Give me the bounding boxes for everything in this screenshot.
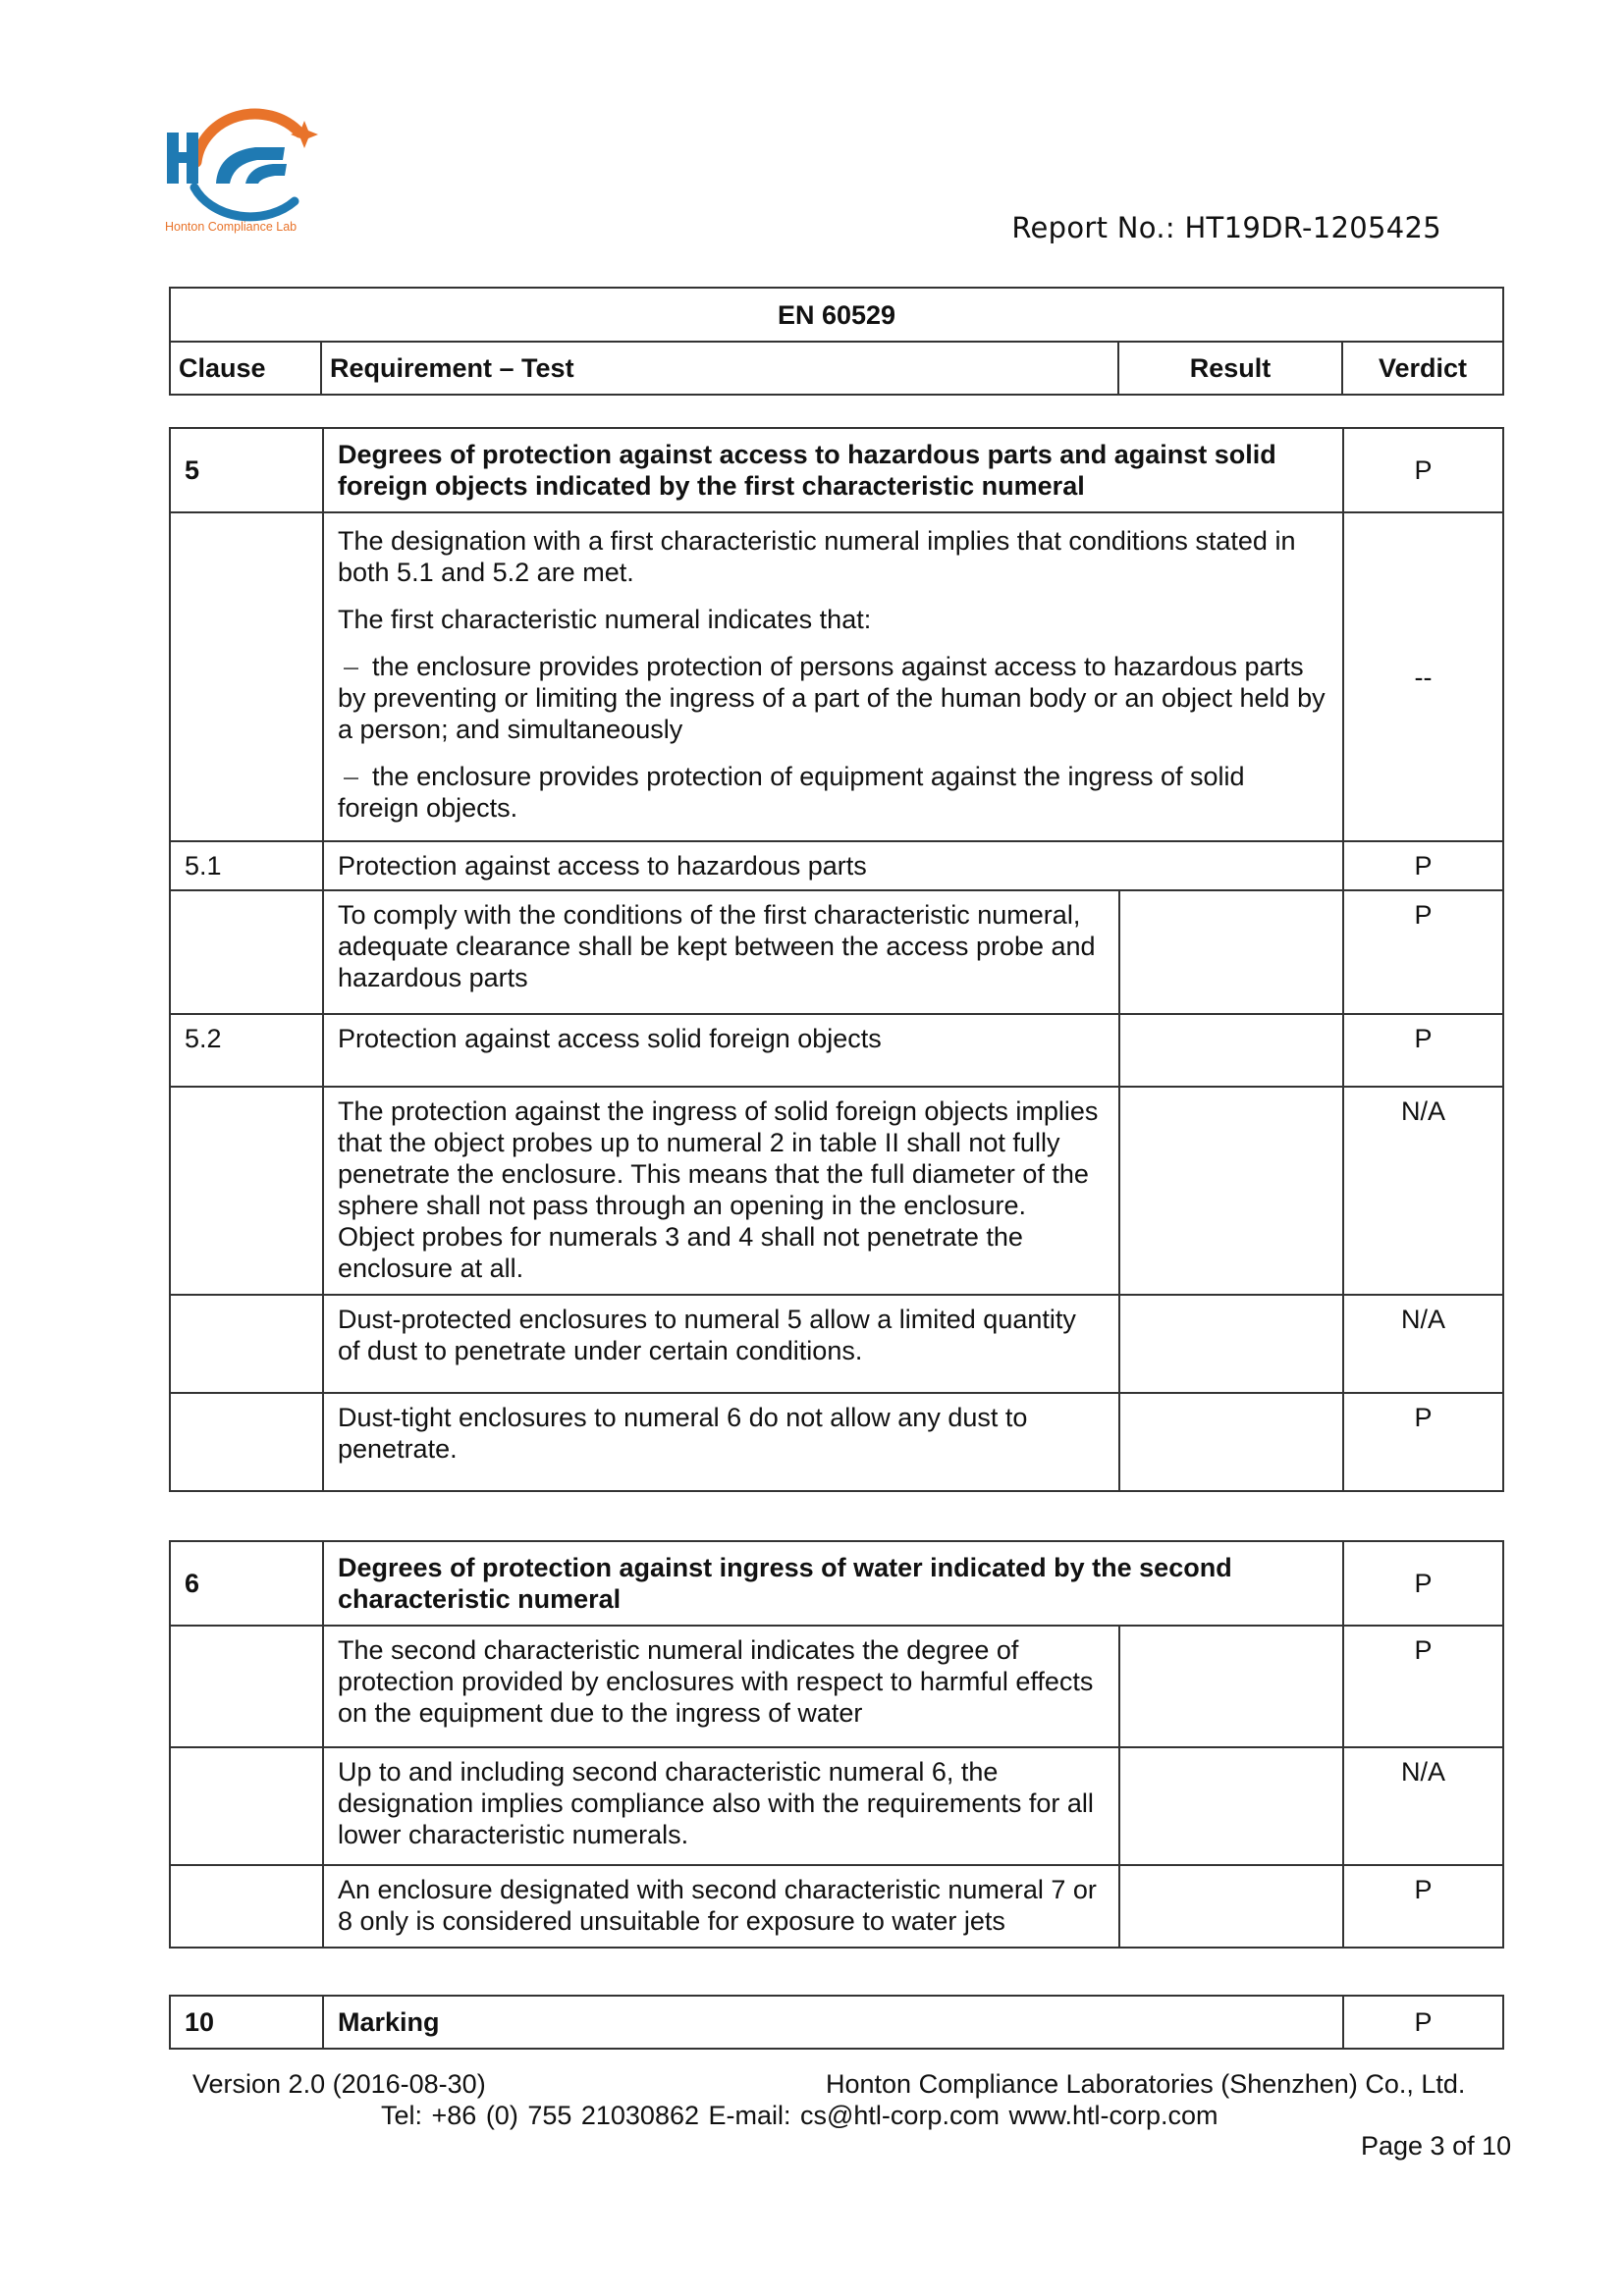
result-cell [1119,1087,1343,1295]
requirement-text: Dust-protected enclosures to numeral 5 allow a limited quantity of dust to penetrate under certain conditions. [323,1295,1119,1393]
verdict: P [1343,1393,1503,1491]
section-6-table [169,1540,1504,1949]
intro-paragraph: The first characteristic numeral indicates that: [338,605,872,634]
table-row [170,1996,1503,2049]
result-cell [1119,1295,1343,1393]
verdict: P [1343,1541,1503,1626]
page-number: Page 3 of 10 [1361,2131,1512,2161]
verdict: N/A [1343,1295,1503,1393]
section-title: Degrees of protection against access to hazardous parts and against solid foreign objects indicated by the first characteristic numeral [323,428,1343,512]
section-10-table [169,1995,1504,2050]
dash-marker: – [344,762,359,791]
column-result: Result [1118,342,1342,395]
table-row [170,1541,1503,1626]
verdict: P [1343,841,1503,890]
table-row [170,1087,1503,1295]
bullet-item: – the enclosure provides protection of persons against access to hazardous parts by preventing or limiting the ingress of a part of the human body or an object held by a person; and simultaneously [338,652,1326,744]
table-row [170,841,1503,890]
requirement-text [323,512,1343,841]
report-table-header [169,287,1504,396]
intro-paragraph: The designation with a first characteristic numeral implies that conditions stated in both 5.1 and 5.2 are met. [338,526,1296,587]
requirement-text: Protection against access to hazardous parts [323,841,1343,890]
clause-number: 10 [170,1996,323,2049]
bullet-item: – the enclosure provides protection of equipment against the ingress of solid foreign objects. [338,762,1245,823]
logo-text: Honton Compliance Lab [165,220,298,234]
table-row [170,1295,1503,1393]
result-cell [1119,1393,1343,1491]
section-5-table [169,427,1504,1492]
table-row [170,512,1503,841]
table-row [170,1865,1503,1948]
table-row [170,1393,1503,1491]
column-requirement: Requirement – Test [321,342,1118,395]
result-cell [1119,1014,1343,1087]
clause-number: 6 [170,1541,323,1626]
verdict: N/A [1343,1747,1503,1865]
verdict: P [1343,428,1503,512]
requirement-text: Protection against access solid foreign objects [323,1014,1119,1087]
footer-contact: Tel: +86 (0) 755 21030862 E-mail: cs@htl-corp.com www.htl-corp.com [381,2101,1218,2130]
clause-number: 5 [170,428,323,512]
requirement-text: Dust-tight enclosures to numeral 6 do not allow any dust to penetrate. [323,1393,1119,1491]
verdict: P [1343,890,1503,1014]
result-cell [1119,1626,1343,1747]
clause-number: 5.2 [170,1014,323,1087]
table-row [170,1747,1503,1865]
company-logo [157,93,329,240]
footer-version: Version 2.0 (2016-08-30) [192,2069,486,2099]
requirement-text: The second characteristic numeral indicates the degree of protection provided by enclosures with respect to harmful effects on the equipment due to the ingress of water [323,1626,1119,1747]
result-cell [1119,890,1343,1014]
standard-title: EN 60529 [170,288,1503,342]
verdict: P [1343,1996,1503,2049]
report-number: Report No.: HT19DR-1205425 [1011,211,1441,244]
result-cell [1119,1865,1343,1948]
table-row [170,1626,1503,1747]
clause-number: 5.1 [170,841,323,890]
verdict: P [1343,1626,1503,1747]
table-row [170,890,1503,1014]
verdict: -- [1343,512,1503,841]
dash-marker: – [344,652,359,681]
table-row [170,1014,1503,1087]
verdict: P [1343,1014,1503,1087]
verdict: P [1343,1865,1503,1948]
table-row [170,428,1503,512]
column-verdict: Verdict [1342,342,1503,395]
requirement-text: The protection against the ingress of solid foreign objects implies that the object probes up to numeral 2 in table II shall not fully penetrate the enclosure. This means that the full diameter of the sphere shall not pass through an opening in the enclosure. Object probes for numerals 3 and 4 shall not penetrate the enclosure at all. [323,1087,1119,1295]
requirement-text: An enclosure designated with second characteristic numeral 7 or 8 only is considered unsuitable for exposure to water jets [323,1865,1119,1948]
result-cell [1119,1747,1343,1865]
verdict: N/A [1343,1087,1503,1295]
requirement-text: To comply with the conditions of the first characteristic numeral, adequate clearance shall be kept between the access probe and hazardous parts [323,890,1119,1014]
footer-company: Honton Compliance Laboratories (Shenzhen) Co., Ltd. [826,2069,1466,2099]
column-clause: Clause [170,342,321,395]
section-title: Marking [323,1996,1343,2049]
section-title: Degrees of protection against ingress of water indicated by the second characteristic numeral [323,1541,1343,1626]
requirement-text: Up to and including second characteristic numeral 6, the designation implies compliance also with the requirements for all lower characteristic numerals. [323,1747,1119,1865]
